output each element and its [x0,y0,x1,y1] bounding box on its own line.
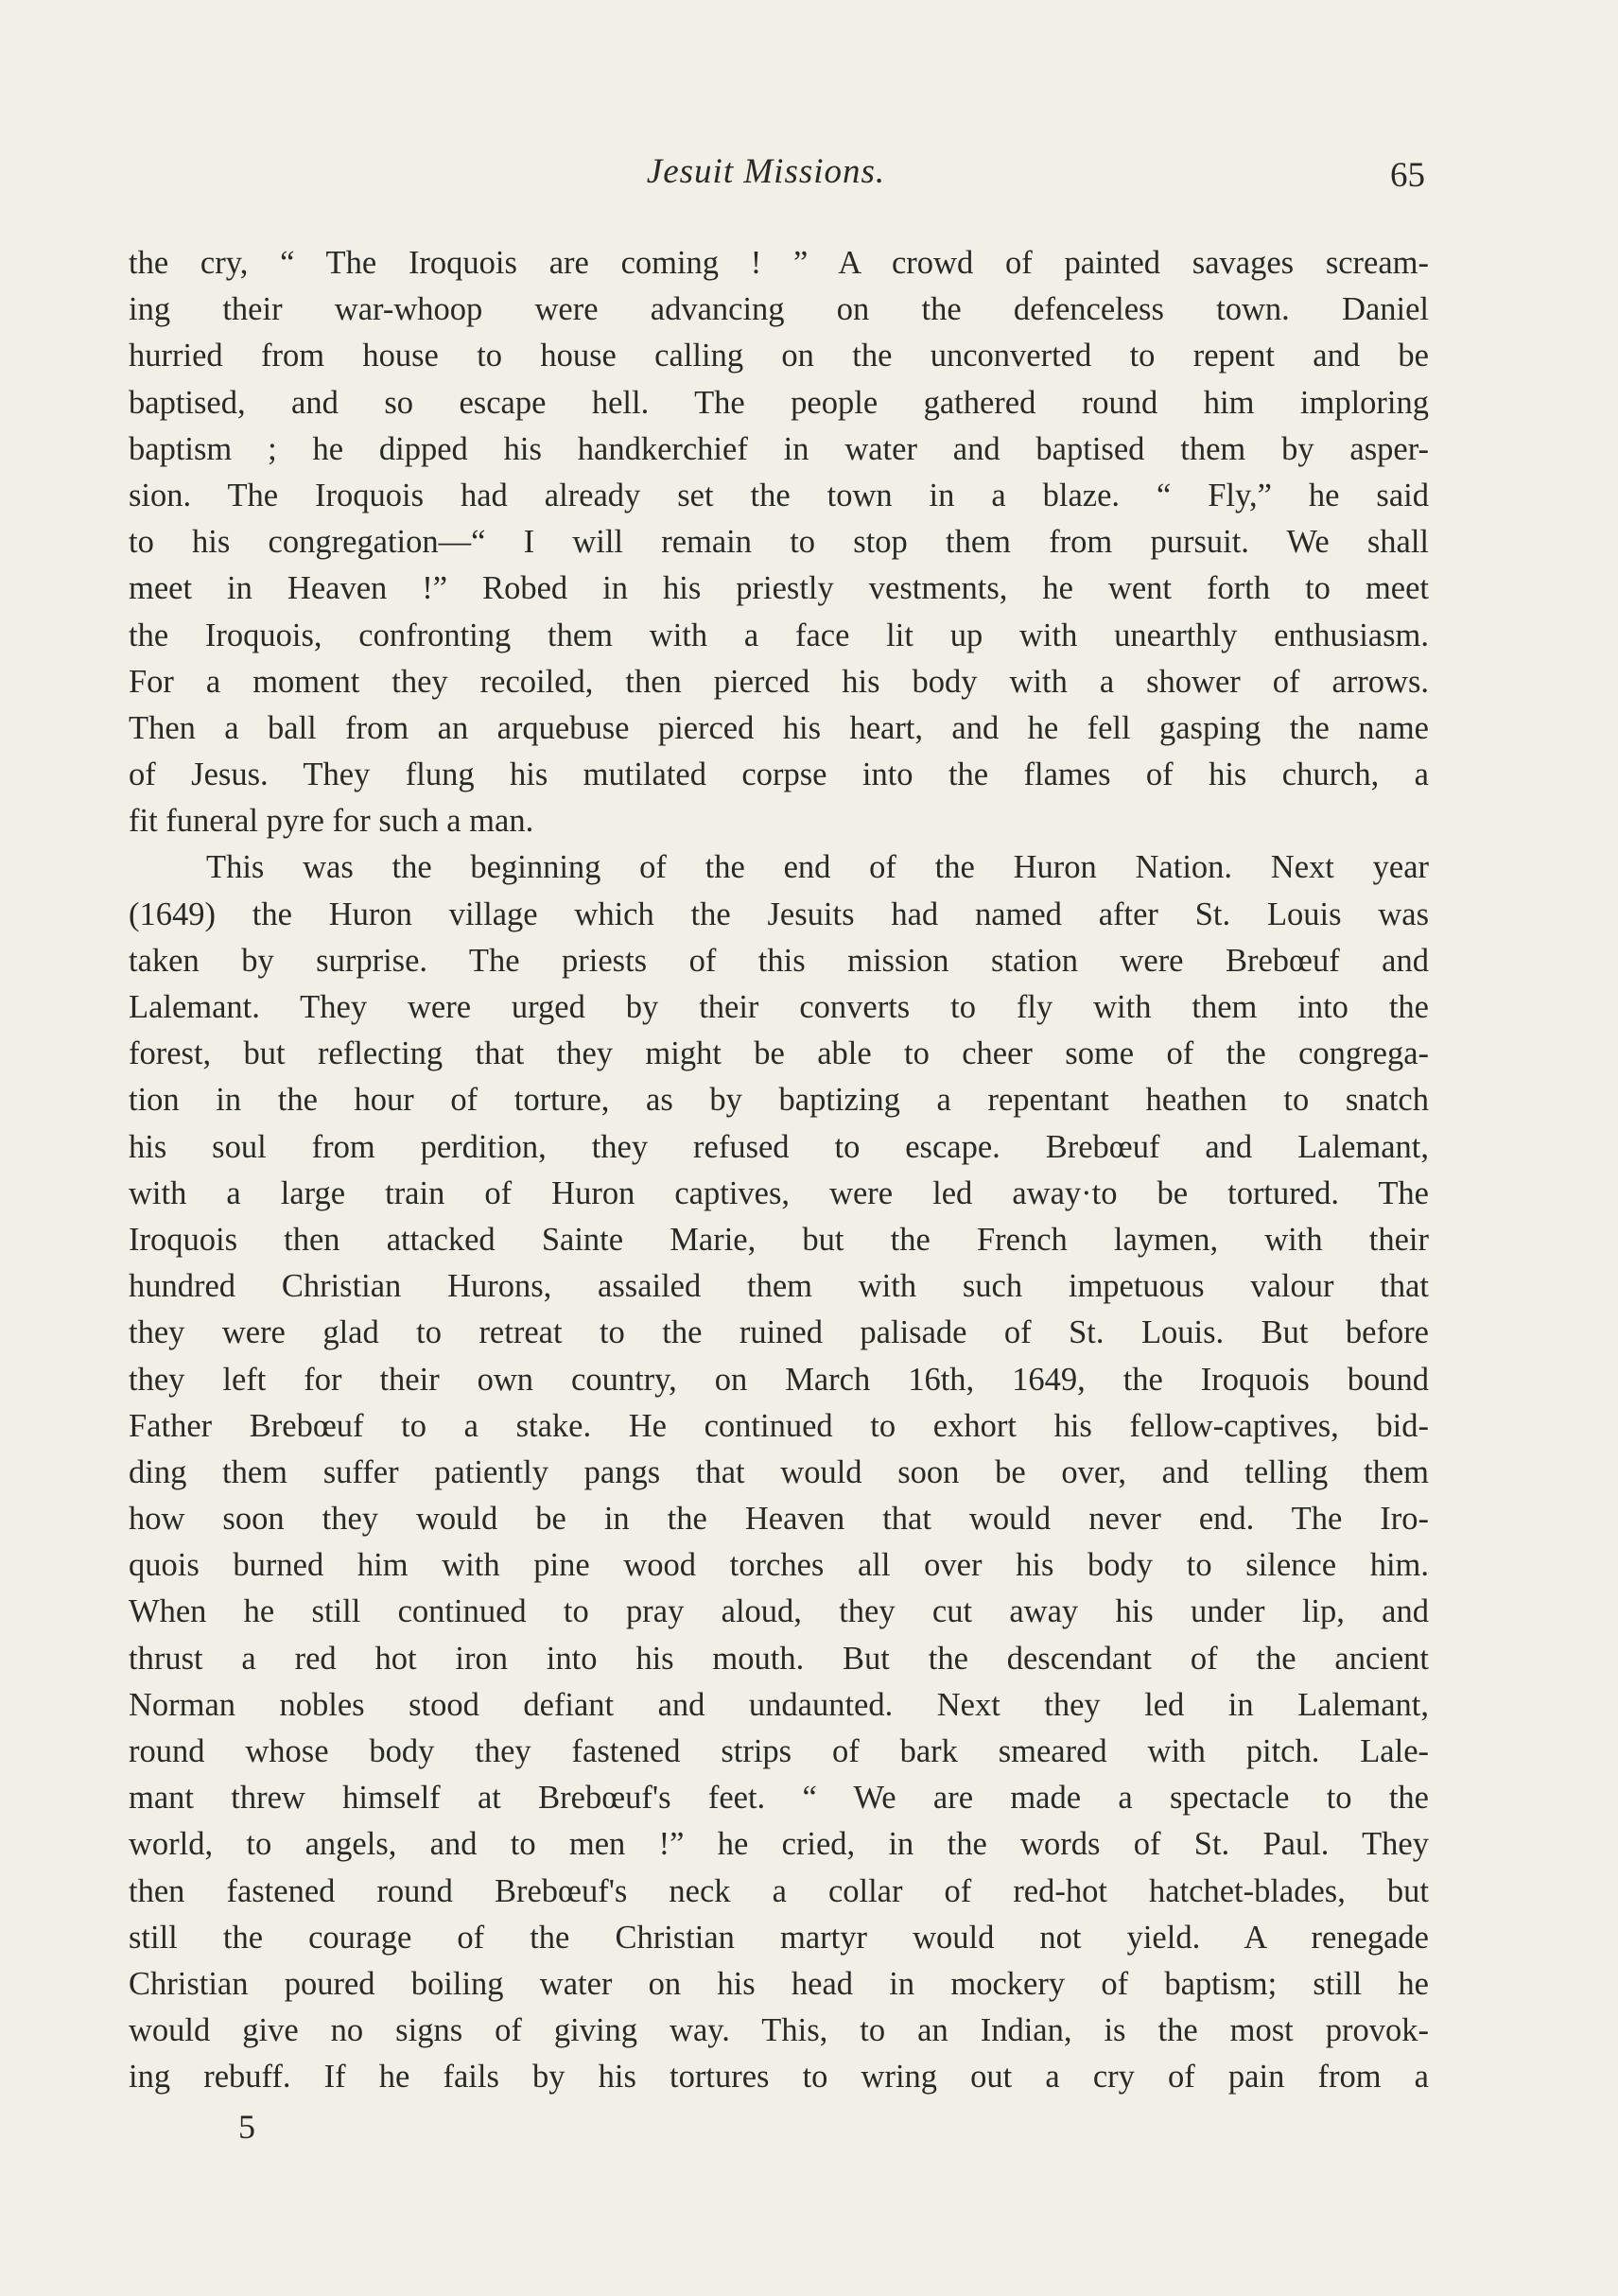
text-line: forest, but reflecting that they might be able to cheer some of the congrega- [129,1035,1429,1072]
text-line: ing rebuff. If he fails by his tortures to wring out a cry of pain from a [129,2059,1429,2096]
text-line: sion. The Iroquois had already set the town in a blaze. “ Fly,” he said [129,477,1429,513]
text-line: tion in the hour of torture, as by baptizing a repentant heathen to snatch [129,1082,1429,1119]
page-number: 65 [1390,156,1425,195]
text-line: baptised, and so escape hell. The people gathered round him imploring [129,384,1429,421]
text-line: Iroquois then attacked Sainte Marie, but the French laymen, with their [129,1221,1429,1258]
text-line: thrust a red hot iron into his mouth. But the descendant of the ancient [129,1640,1429,1677]
signature-mark: 5 [238,2108,255,2146]
text-line: to his congregation—“ I will remain to stop them from pursuit. We shall [129,524,1429,561]
text-line: Father Brebœuf to a stake. He continued to exhort his fellow-captives, bid- [129,1407,1429,1444]
running-title: Jesuit Missions. [646,152,886,191]
text-line: ding them suffer patiently pangs that would soon be over, and telling them [129,1453,1429,1490]
text-line: Christian poured boiling water on his head in mockery of baptism; still he [129,1965,1429,2002]
text-line: then fastened round Brebœuf's neck a collar of red-hot hatchet-blades, but [129,1872,1429,1909]
text-line: (1649) the Huron village which the Jesuits had named after St. Louis was [129,896,1429,932]
text-line: of Jesus. They flung his mutilated corpse into the flames of his church, a [129,757,1429,793]
text-line: For a moment they recoiled, then pierced his body with a shower of arrows. [129,663,1429,700]
text-line: baptism ; he dipped his handkerchief in water and baptised them by asper- [129,430,1429,467]
text-line: they were glad to retreat to the ruined palisade of St. Louis. But before [129,1314,1429,1351]
text-line: Norman nobles stood defiant and undaunted. Next they led in Lalemant, [129,1686,1429,1723]
text-line: how soon they would be in the Heaven that would never end. The Iro- [129,1501,1429,1538]
text-line: Lalemant. They were urged by their converts to fly with them into the [129,989,1429,1025]
text-line: his soul from perdition, they refused to escape. Brebœuf and Lalemant, [129,1128,1429,1165]
text-line: would give no signs of giving way. This, to an Indian, is the most provok- [129,2012,1429,2049]
text-line: mant threw himself at Brebœuf's feet. “ We are made a spectacle to the [129,1780,1429,1817]
text-line: hurried from house to house calling on the unconverted to repent and be [129,338,1429,374]
text-line: taken by surprise. The priests of this mission station were Brebœuf and [129,942,1429,979]
text-line: When he still continued to pray aloud, they cut away his under lip, and [129,1593,1429,1630]
text-line: they left for their own country, on March 16th, 1649, the Iroquois bound [129,1361,1429,1398]
page-header [0,151,1618,208]
text-line: world, to angels, and to men !” he cried, in the words of St. Paul. They [129,1826,1429,1863]
text-line: ing their war-whoop were advancing on the defenceless town. Daniel [129,291,1429,328]
text-line: the Iroquois, confronting them with a face lit up with unearthly enthusiasm. [129,617,1429,653]
text-line: meet in Heaven !” Robed in his priestly vestments, he went forth to meet [129,570,1429,607]
text-line: the cry, “ The Iroquois are coming ! ” A crowd of painted savages scream- [129,245,1429,281]
text-line: quois burned him with pine wood torches all over his body to silence him. [129,1547,1429,1584]
paragraph-start-line: This was the beginning of the end of the Huron Nation. Next year [206,849,1429,886]
text-line: Then a ball from an arquebuse pierced his heart, and he fell gasping the name [129,709,1429,746]
body-text [129,240,1429,2101]
text-line: round whose body they fastened strips of bark smeared with pitch. Lale- [129,1733,1429,1769]
text-line: hundred Christian Hurons, assailed them with such impetuous valour that [129,1268,1429,1305]
text-line: fit funeral pyre for such a man. [129,803,534,840]
text-line: with a large train of Huron captives, were led away·to be tortured. The [129,1174,1429,1211]
text-line: still the courage of the Christian martyr would not yield. A renegade [129,1919,1429,1956]
